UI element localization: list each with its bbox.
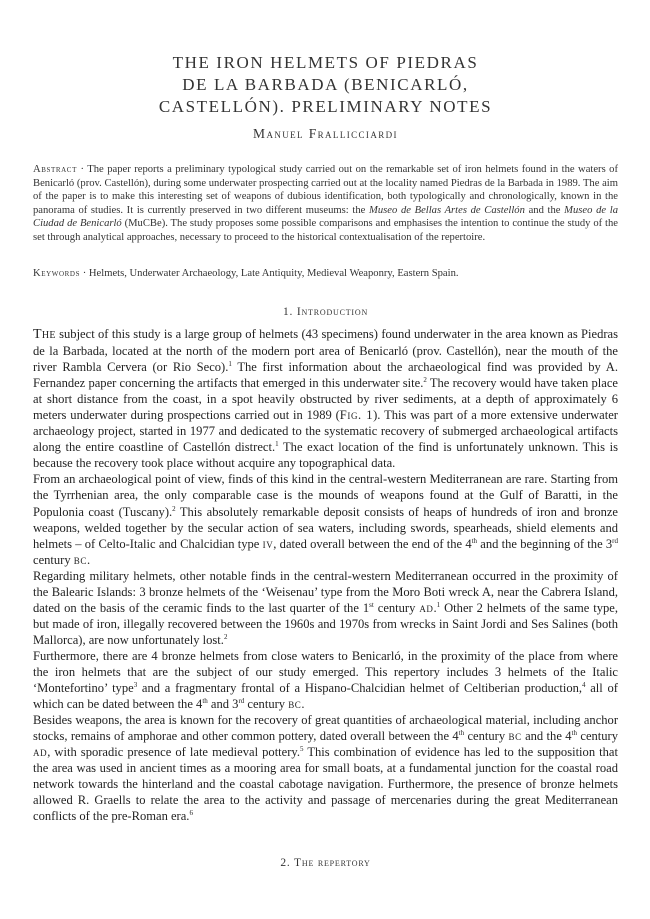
- ordinal-suffix: rd: [238, 696, 245, 705]
- initial-word: The: [33, 327, 56, 342]
- era-abbrev: bc: [508, 729, 522, 744]
- abstract-text: The paper reports a preliminary typological study carried out on the remarkable set of iron helmets found in the waters of Benicarló (prov. Castellón), during some underwater prospecting carried out at the locality named Piedras de la Barbada in 1989. The aim of the paper is to make this interesting set of weapons of dubious identification, both typologically and chronologically, known in the panorama of studies. It is currently preserved in two different museums: the: [33, 164, 619, 216]
- era-abbrev: bc: [73, 552, 87, 567]
- keywords-text: Helmets, Underwater Archaeology, Late Antiquity, Medieval Weaponry, Eastern Spain.: [88, 268, 459, 279]
- ordinal-suffix: th: [471, 536, 478, 545]
- keywords-label: Keywords: [33, 268, 81, 279]
- era-abbrev: ad: [33, 745, 48, 760]
- footnote-ref: 1: [275, 440, 279, 449]
- section-heading-introduction: 1. Introduction: [282, 306, 369, 318]
- abstract-label: Abstract: [33, 164, 77, 175]
- paragraph-text: Regarding military helmets, other notable finds in the central-western Mediterranean occurred in the proximity of the Balearic Islands: 3 bronze helmets of the ‘Weisenau’ type from the Moro Boti wreck A, near the Cabrera Island, dated on the basis of the ceramic finds to the last quarter of the 1: [33, 568, 618, 615]
- paragraph-text: The recovery would have taken place at short distance from the coast, in a spot heavily obstructed by river sediments, at a depth of approximately 6 meters underwater during prospections carried out in 1989 (: [33, 376, 618, 423]
- keywords-separator: ·: [82, 268, 87, 279]
- paragraph-text: , dated overall between the end of the 4: [273, 536, 472, 551]
- paragraph: [33, 648, 618, 712]
- author-name: Manuel Frallicciardi: [253, 126, 398, 141]
- paragraph: [33, 326, 618, 471]
- footnote-ref: 6: [189, 809, 193, 818]
- paragraph-text: and 3: [207, 697, 239, 712]
- paragraph-text: century: [244, 697, 289, 712]
- paragraph-text: From an archaeological point of view, finds of this kind in the central-western Mediterranean are rare. Starting from the Tyrrhenian area, the only comparable case is the mounds of weapons found at the Gulf of Baratti, in the Populonia coast (Tuscany).: [33, 472, 618, 519]
- paragraph-text: and the beginning of the 3: [477, 536, 613, 551]
- paragraph-text: This combination of evidence has led to the supposition that the area was used in ancient times as a mooring area for small boats, at a fundamental junction for the coastal road network towards the hinterland and the coastal cabotage navigation. Furthermore, the presence of bronze helmets allowed R. Graells to relate the area to the activity and passage of mercenaries during the great Mediterranean conflicts of the pre-Roman era.: [33, 745, 618, 824]
- title-line-1: THE IRON HELMETS OF PIEDRAS: [172, 53, 479, 72]
- type-numeral: iv: [262, 536, 274, 551]
- keywords: [33, 267, 618, 281]
- era-abbrev: bc: [288, 697, 302, 712]
- ordinal-suffix: th: [458, 729, 465, 737]
- paragraph-text: ). This was part of a more extensive underwater archaeology project, started in 1977 and dedicated to the systematic recovery of submerged archaeological artifacts along the entire coastline of Castellón distrect.: [33, 408, 618, 455]
- abstract-museum-1: Museo de Bellas Artes de Castellón: [369, 204, 525, 216]
- footnote-ref: 2: [423, 375, 427, 384]
- ordinal-suffix: th: [202, 696, 208, 705]
- ordinal-suffix: st: [369, 600, 374, 609]
- footnote-ref: 3: [133, 680, 138, 689]
- title-line-3: CASTELLÓN). PRELIMINARY NOTES: [158, 97, 493, 116]
- paragraph-text: .: [301, 697, 305, 712]
- footnote-ref: 4: [582, 680, 586, 689]
- paragraph-text: This absolutely remarkable deposit consists of heaps of hundreds of iron and bronze weapons, welded together by the secular action of sea waters, including swords, spearheads, shield elements and helmets – of Celto-Italic and Chalcidian type: [33, 504, 618, 551]
- footnote-ref: 1: [436, 600, 441, 609]
- paper-title: [33, 52, 618, 118]
- ordinal-suffix: rd: [612, 536, 618, 545]
- paragraph-text: century: [373, 600, 420, 615]
- paragraph: [33, 568, 618, 648]
- paragraph-text: century: [464, 729, 509, 744]
- paragraph-text: , with sporadic presence of late medieval pottery.: [47, 745, 301, 760]
- paragraph-text: Besides weapons, the area is known for the recovery of great quantities of archaeological material, including anchor stocks, remains of amphorae and other common pottery, dated overall between the 4: [33, 713, 618, 744]
- paragraph-text: .: [433, 600, 437, 615]
- paragraph-text: century: [33, 552, 74, 567]
- paragraph-text: The first information about the archaeological find was provided by A. Fernandez paper concerning the artifacts that emerged in this underwater site.: [33, 360, 618, 391]
- paragraph-text: The exact location of the find is unfortunately unknown. This is because the recovery took place without acquire any topographical data.: [33, 440, 618, 471]
- paragraph-text: .: [86, 552, 91, 567]
- paragraph-text: century: [577, 729, 618, 744]
- section-heading-repertory: 2. The repertory: [280, 857, 371, 869]
- figure-reference: Fig. 1: [339, 408, 374, 423]
- ordinal-suffix: th: [571, 729, 577, 737]
- abstract: [33, 163, 618, 245]
- title-line-2: DE LA BARBADA (BENICARLÓ,: [182, 75, 469, 94]
- paragraph-text: Furthermore, there are 4 bronze helmets from close waters to Benicarló, in the proximity of the place from where the iron helmets that are the subject of our study emerged. This repertory includes 3 helmets of the Italic ‘Montefortino’ type: [33, 648, 618, 696]
- footnote-ref: 5: [300, 745, 304, 754]
- paragraph-text: all of which can be dated between the 4: [33, 681, 618, 712]
- abstract-text: and the: [524, 204, 565, 216]
- paragraph-text: subject of this study is a large group of helmets (43 specimens) found underwater in the area known as Piedras de la Barbada, located at the north of the modern port area of Benicarló (prov. Castellón), near the mouth of the river Rambla Cervera (or Rio Seco).: [33, 327, 618, 375]
- footnote-ref: 2: [223, 632, 228, 641]
- era-abbrev: ad: [419, 600, 434, 615]
- paragraph-text: and a fragmentary frontal of a Hispano-Chalcidian helmet of Celtiberian production,: [137, 681, 582, 696]
- abstract-text: (MuCBe). The study proposes some possible comparisons and emphasises the intention to continue the study of the set through analytical approaches, necessary to proceed to the historical contextualisation of the repertoire.: [33, 218, 618, 243]
- footnote-ref: 1: [228, 359, 232, 368]
- paragraph-text: and the 4: [521, 729, 572, 744]
- abstract-museum-2: Museo de la Ciudad de Benicarló: [33, 204, 619, 230]
- body-text: [33, 326, 618, 824]
- footnote-ref: 2: [172, 504, 176, 513]
- paragraph-text: Other 2 helmets of the same type, but made of iron, illegally recovered between the 1960s and 1970s from wrecks in Saint Jordi and Ses Salines (both Mallorca), are now unfortunately lost.: [33, 600, 618, 647]
- paragraph: [33, 471, 618, 567]
- paragraph: [33, 712, 618, 824]
- abstract-separator: ·: [80, 164, 84, 175]
